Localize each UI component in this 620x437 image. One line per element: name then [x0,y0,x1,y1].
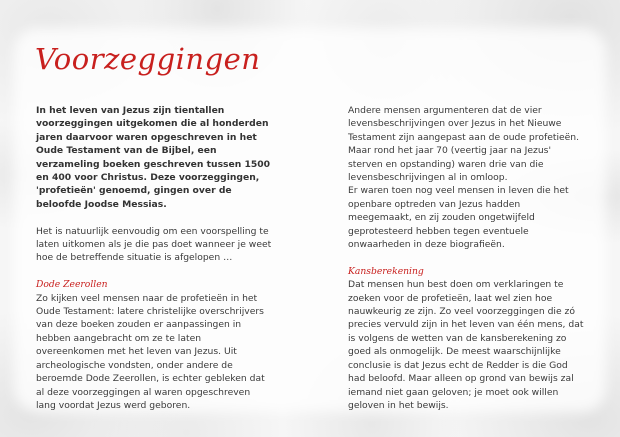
paragraph: Zo kijken veel mensen naar de profetieën in het Oude Testament: latere christelijke overschrijvers van deze boeken zouden er aanpassingen in hebben aangebracht om ze te laten overeenkomen met het leven van Jezus. Uit archeologische vondsten, onder andere de beroemde Dode Zeerollen, is echter gebleken dat al deze voorzeggingen al waren opgeschreven lang voordat Jezus werd geboren. [36,292,265,411]
section-heading-kansberekening: Kansberekening [348,265,424,277]
right-column [348,104,586,426]
intro-paragraph: In het leven van Jezus zijn tientallen voorzeggingen uitgekomen die al honderden jaren daarvoor waren opgeschreven in het Oude Testament van de Bijbel, een verzameling boeken geschreven tussen 1500 en 400 voor Christus. Deze voorzeggingen, 'profetieën' genoemd, gingen over de beloofde Joodse Messias. [36,105,271,210]
section-heading-dode-zeerollen: Dode Zeerollen [36,279,108,291]
paragraph: Andere mensen argumenteren dat de vier levensbeschrijvingen over Jezus in het Nieuwe Testament zijn aangepast aan de oude profetieën. Maar rond het jaar 70 (veertig jaar na Jezus' sterven en opstanding) waren drie van die levensbeschrijvingen al in omloop. [348,105,580,184]
paragraph: Dat mensen hun best doen om verklaringen te zoeken voor de profetieën, laat wel zien hoe nauwkeurig ze zijn. Zo veel voorzeggingen die zó precies vervuld zijn in het leven van één mens, dat is volgens de wetten van de kansberekening zo goed als onmogelijk. De meest waarschijnlijke conclusie is dat Jezus echt de Redder is die God had beloofd. Maar alleen op grond van bewijs zal iemand niet gaan geloven; je moet ook willen geloven in het bewijs. [348,279,584,411]
page-title: Voorzeggingen [35,42,261,76]
left-column [36,104,272,426]
paragraph: Het is natuurlijk eenvoudig om een voorspelling te laten uitkomen als je die pas doet wanneer je weet hoe de betreffende situatie is afgelopen … [36,225,272,264]
paragraph: Er waren toen nog veel mensen in leven die het openbare optreden van Jezus hadden meegemaakt, en zij zouden ongetwijfeld geprotesteerd hebben tegen eventuele onwaarheden in deze biografieën. [348,185,569,251]
